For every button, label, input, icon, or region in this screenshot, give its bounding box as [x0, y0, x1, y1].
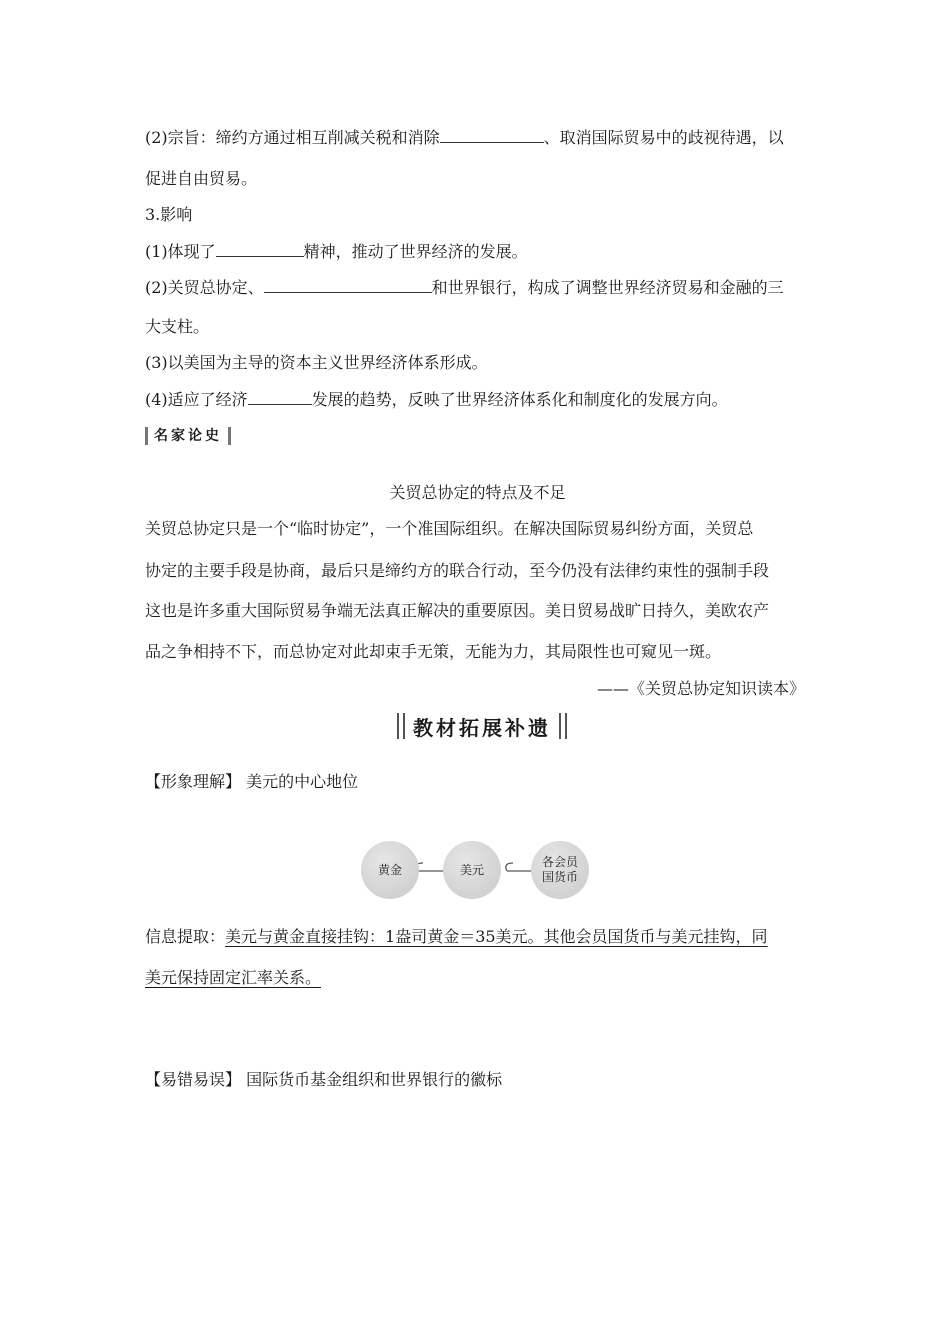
influence-item-3: (3)以美国为主导的资本主义世界经济体系形成。	[145, 353, 488, 372]
link-dollar-currencies	[506, 863, 533, 871]
title-bar	[403, 713, 405, 739]
influence-item-4-b: 发展的趋势，反映了世界经济体系化和制度化的发展方向。	[311, 390, 728, 409]
fill-blank	[440, 126, 544, 143]
node-dollar: 美元	[443, 841, 501, 899]
famous-source: ——《关贸总协定知识读本》	[596, 679, 805, 698]
link-gold-dollar	[416, 863, 445, 871]
title-bar	[559, 713, 561, 739]
info-label: 信息提取：	[145, 927, 226, 946]
supplement-title-text: 教材拓展补遗	[413, 715, 551, 740]
fill-blank	[248, 388, 312, 405]
influence-item-1	[145, 240, 810, 263]
error-prone	[145, 1069, 810, 1091]
title-bar	[397, 713, 399, 739]
influence-item-2-a: (2)关贸总协定、	[145, 278, 264, 297]
title-bar	[565, 713, 567, 739]
purpose-line-2: 促进自由贸易。	[145, 169, 258, 188]
famous-heading: 关贸总协定的特点及不足	[389, 483, 566, 502]
fill-blank	[264, 276, 432, 293]
influence-item-2	[145, 276, 810, 299]
fill-blank	[216, 240, 304, 257]
visual-text: 美元的中心地位	[246, 772, 359, 791]
famous-paragraph-line: 这也是许多重大国际贸易争端无法真正解决的重要原因。美日贸易战旷日持久，美欧农产	[145, 601, 770, 620]
info-extraction-line-1	[145, 926, 810, 948]
visual-label: 【形象理解】	[145, 772, 242, 791]
influence-heading: 3.影响	[145, 205, 193, 224]
info-extraction-line-2	[145, 967, 810, 989]
influence-item-4-a: (4)适应了经济	[145, 390, 248, 409]
tag-bar-right	[228, 427, 231, 445]
famous-historians-tag	[145, 425, 231, 447]
famous-paragraph-line: 协定的主要手段是协商，最后只是缔约方的联合行动，至今仍没有法律约束性的强制手段	[145, 561, 770, 580]
node-member-currencies: 各会员国货币	[531, 841, 589, 899]
purpose-text-b: 、取消国际贸易中的歧视待遇，以	[543, 128, 784, 147]
dollar-center-diagram	[355, 838, 605, 902]
purpose-text-a: (2)宗旨：缔约方通过相互削减关税和消除	[145, 128, 440, 147]
purpose-line-1	[145, 126, 810, 149]
influence-item-1-a: (1)体现了	[145, 242, 216, 261]
error-text: 国际货币基金组织和世界银行的徽标	[246, 1070, 503, 1089]
info-text-1: 美元与黄金直接挂钩：1盎司黄金＝35美元。其他会员国货币与美元挂钩，同	[225, 927, 768, 946]
famous-paragraph-line: 品之争相持不下，而总协定对此却束手无策，无能为力，其局限性也可窥见一斑。	[145, 642, 722, 661]
info-text-2: 美元保持固定汇率关系。	[145, 968, 322, 987]
error-label: 【易错易误】	[145, 1070, 242, 1089]
influence-item-1-b: 精神，推动了世界经济的发展。	[303, 242, 528, 261]
influence-item-2-b: 和世界银行，构成了调整世界经济贸易和金融的三	[431, 278, 784, 297]
influence-item-2-cont: 大支柱。	[145, 317, 210, 336]
famous-paragraph-line: 关贸总协定只是一个“临时协定”，一个准国际组织。在解决国际贸易纠纷方面，关贸总	[145, 519, 754, 538]
node-gold: 黄金	[361, 841, 419, 899]
visual-understanding	[145, 771, 810, 793]
influence-item-4	[145, 388, 810, 411]
supplement-section-title	[395, 710, 569, 742]
tag-label: 名家论史	[154, 428, 222, 444]
